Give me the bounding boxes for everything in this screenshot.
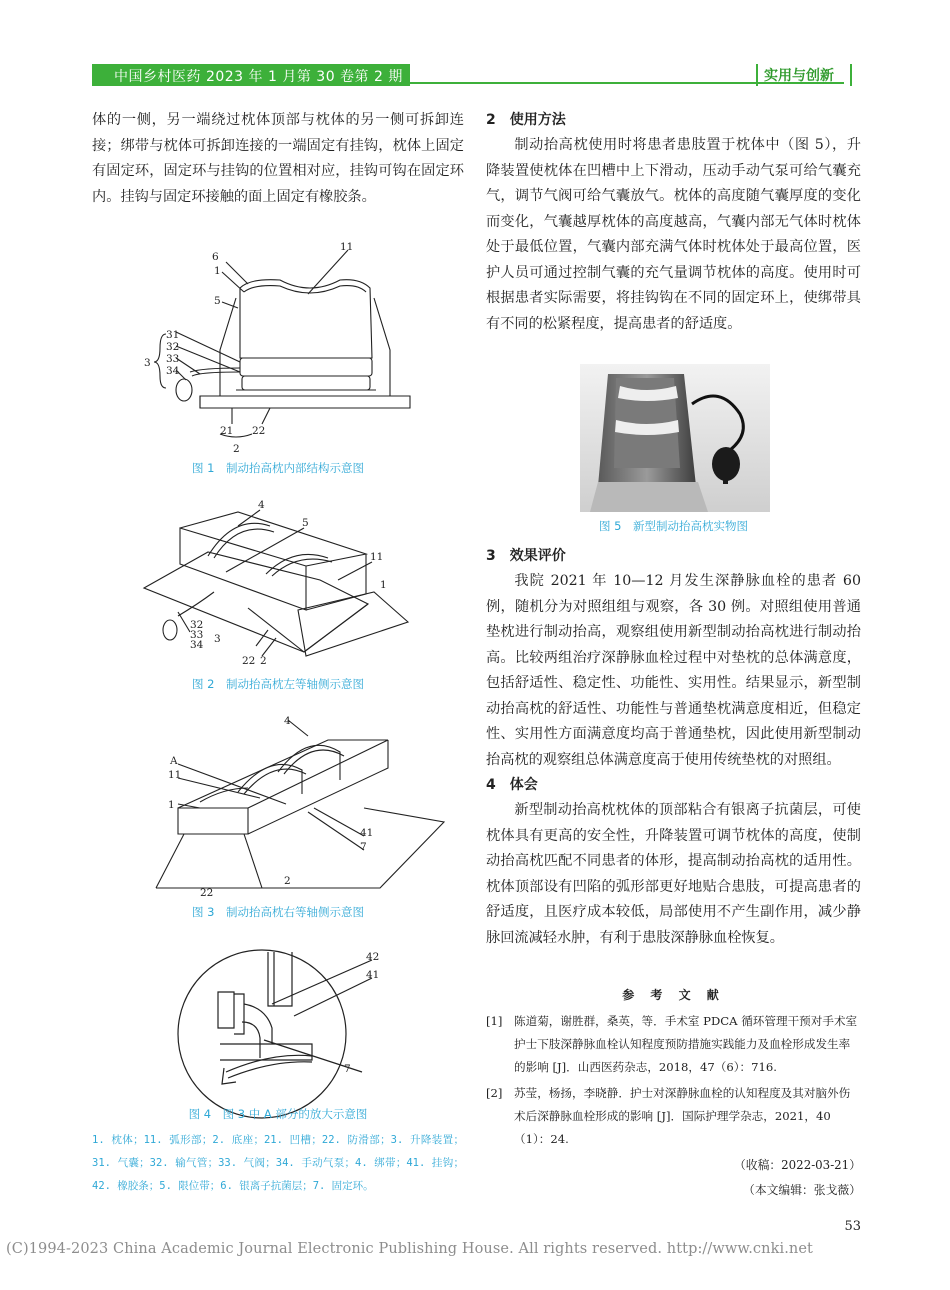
section-tag: 实用与创新: [764, 68, 834, 84]
fig3-label-2: 2: [284, 875, 291, 887]
fig2-label-3: 3: [214, 633, 221, 645]
section-4-title: 4 体会: [486, 777, 538, 793]
reference-text: 陈道菊，谢胜群，桑英，等．手术室 PDCA 循环管理干预对手术室护士下肢深静脉血栓认知程度预防措施实践能力及血栓形成发生率的影响 [J]．山西医药杂志，2018，47（6）：716.: [514, 1014, 858, 1074]
section-2-text: 制动抬高枕使用时将患者患肢置于枕体中（图 5），升降装置使枕体在凹槽中上下滑动，压动手动气泵可给气囊充气，调节气阀可给气囊放气。枕体的高度随气囊厚度的变化而变化，气囊越厚枕体的高度越高，气囊内部无气体时枕体处于最低位置，气囊内部充满气体时枕体处于最高位置，医护人员可通过控制气囊的充气量调节枕体的高度。使用时可根据患者实际需要，将挂钩钩在不同的固定环上，使绑带具有不同的松紧程度，提高患者的舒适度。: [486, 137, 861, 332]
fig1-label-22: 22: [252, 425, 266, 437]
figure-5-caption: 图 5 新型制动抬高枕实物图: [599, 519, 748, 533]
figure-4: [162, 948, 392, 1120]
fig2-label-22: 22: [242, 655, 256, 667]
fig3-label-22: 22: [200, 887, 214, 898]
section-tag-right-bar: [850, 64, 852, 86]
fig3-label-A: A: [170, 755, 178, 767]
fig1-label-2: 2: [233, 443, 240, 455]
reference-number: [1]: [486, 1014, 503, 1028]
figure-1-drawing: [140, 238, 420, 460]
right-column-lower: [486, 544, 861, 951]
copyright-footer: (C)1994-2023 China Academic Journal Electronic Publishing House. All rights reserved. http://www.cnki.net: [6, 1241, 813, 1257]
reference-item: [486, 1082, 861, 1151]
page-number: 53: [844, 1219, 861, 1234]
fig2-label-32: 32: [190, 619, 204, 631]
figure-3: [138, 712, 448, 898]
received-date: （收稿：2022-03-21）: [733, 1158, 861, 1172]
fig2-label-4: 4: [258, 499, 265, 511]
reference-item: [486, 1010, 861, 1079]
left-column: [92, 108, 464, 210]
fig4-label-7: 7: [344, 1063, 351, 1075]
fig2-label-5: 5: [302, 517, 309, 529]
section-2-title: 2 使用方法: [486, 112, 566, 128]
figure-2-drawing: [138, 496, 438, 668]
fig1-label-11: 11: [340, 241, 354, 253]
reference-text: 苏莹，杨扬，李晓静．护士对深静脉血栓的认知程度及其对脑外伤术后深静脉血栓形成的影响 [J]．国际护理学杂志，2021，40（1）：24.: [514, 1086, 851, 1146]
fig3-label-4: 4: [284, 715, 291, 727]
figure-3-caption: 图 3 制动抬高枕右等轴侧示意图: [192, 905, 364, 919]
fig1-label-34: 34: [166, 365, 180, 377]
intro-paragraph: 体的一侧，另一端绕过枕体顶部与枕体的另一侧可拆卸连接；绑带与枕体可拆卸连接的一端固定有挂钩，枕体上固定有固定环，固定环与挂钩的位置相对应，挂钩可钩在固定环内。挂钩与固定环接触的面上固定有橡胶条。: [92, 112, 464, 205]
figure-3-drawing: [138, 712, 448, 898]
right-column: [486, 108, 861, 337]
figure-1-caption: 图 1 制动抬高枕内部结构示意图: [192, 461, 364, 475]
figure-2-caption: 图 2 制动抬高枕左等轴侧示意图: [192, 677, 364, 691]
figure-5-photo: [580, 364, 770, 512]
editor-note: （本文编辑：张戈薇）: [743, 1183, 861, 1197]
fig3-label-41: 41: [360, 827, 374, 839]
section-4-text: 新型制动抬高枕枕体的顶部粘合有银离子抗菌层，可使枕体具有更高的安全性，升降装置可调节枕体的高度，使制动抬高枕匹配不同患者的体形，提高制动抬高枕的适用性。枕体顶部设有凹陷的弧形部更好地贴合患肢，可提高患者的舒适度，且医疗成本较低，局部使用不产生副作用，减少静脉回流减轻水肿，有利于患肢深静脉血栓恢复。: [486, 802, 861, 946]
journal-title: 中国乡村医药 2023 年 1 月第 30 卷第 2 期: [114, 69, 403, 85]
fig2-label-1: 1: [380, 579, 387, 591]
figure-4-drawing: [162, 948, 392, 1120]
fig4-label-41: 41: [366, 969, 380, 981]
fig2-label-11: 11: [370, 551, 384, 563]
section-tag-left-bar: [756, 64, 758, 86]
fig1-label-32: 32: [166, 341, 180, 353]
section-3-title: 3 效果评价: [486, 548, 566, 564]
fig1-label-33: 33: [166, 353, 180, 365]
fig2-label-33: 33: [190, 629, 204, 641]
fig2-label-2: 2: [260, 655, 267, 667]
fig1-label-21: 21: [220, 425, 234, 437]
fig1-label-6: 6: [212, 251, 219, 263]
figure-1: [140, 238, 420, 460]
fig3-label-7: 7: [360, 841, 367, 853]
figure-2: [138, 496, 438, 668]
figure-legend: 1. 枕体；11. 弧形部；2. 底座；21. 凹槽；22. 防滑部；3. 升降装置；31. 气囊；32. 输气管；33. 气阀；34. 手动气泵；4. 绑带；41. 挂钩；42. 橡胶条；5. 限位带；6. 银离子抗菌层；7. 固定环。: [92, 1134, 464, 1192]
fig1-label-3: 3: [144, 357, 151, 369]
section-3-text: 我院 2021 年 10—12 月发生深静脉血栓的患者 60 例，随机分为对照组组与观察，各 30 例。对照组使用普通垫枕进行制动抬高，观察组使用新型制动抬高枕进行制动抬高。比较两组治疗深静脉血栓过程中对垫枕的总体满意度，包括舒适性、稳定性、功能性、实用性。结果显示，新型制动抬高枕的舒适性、功能性与普通垫枕满意度相近，但稳定性、实用性方面满意度均高于普通垫枕，因此使用新型制动抬高枕的观察组总体满意度高于使用传统垫枕的对照组。: [486, 573, 861, 768]
fig4-label-42: 42: [366, 951, 380, 963]
reference-number: [2]: [486, 1086, 503, 1100]
fig3-label-1: 1: [168, 799, 175, 811]
fig1-label-1: 1: [214, 265, 221, 277]
fig2-label-34: 34: [190, 639, 204, 651]
figure-4-caption: 图 4 图 3 中 A 部分的放大示意图: [188, 1107, 368, 1121]
figure-5: [580, 364, 770, 512]
fig1-label-31: 31: [166, 329, 180, 341]
fig3-label-11: 11: [168, 769, 182, 781]
page-header: [92, 64, 862, 86]
references-heading: 参 考 文 献: [622, 988, 725, 1002]
fig1-label-5: 5: [214, 295, 221, 307]
